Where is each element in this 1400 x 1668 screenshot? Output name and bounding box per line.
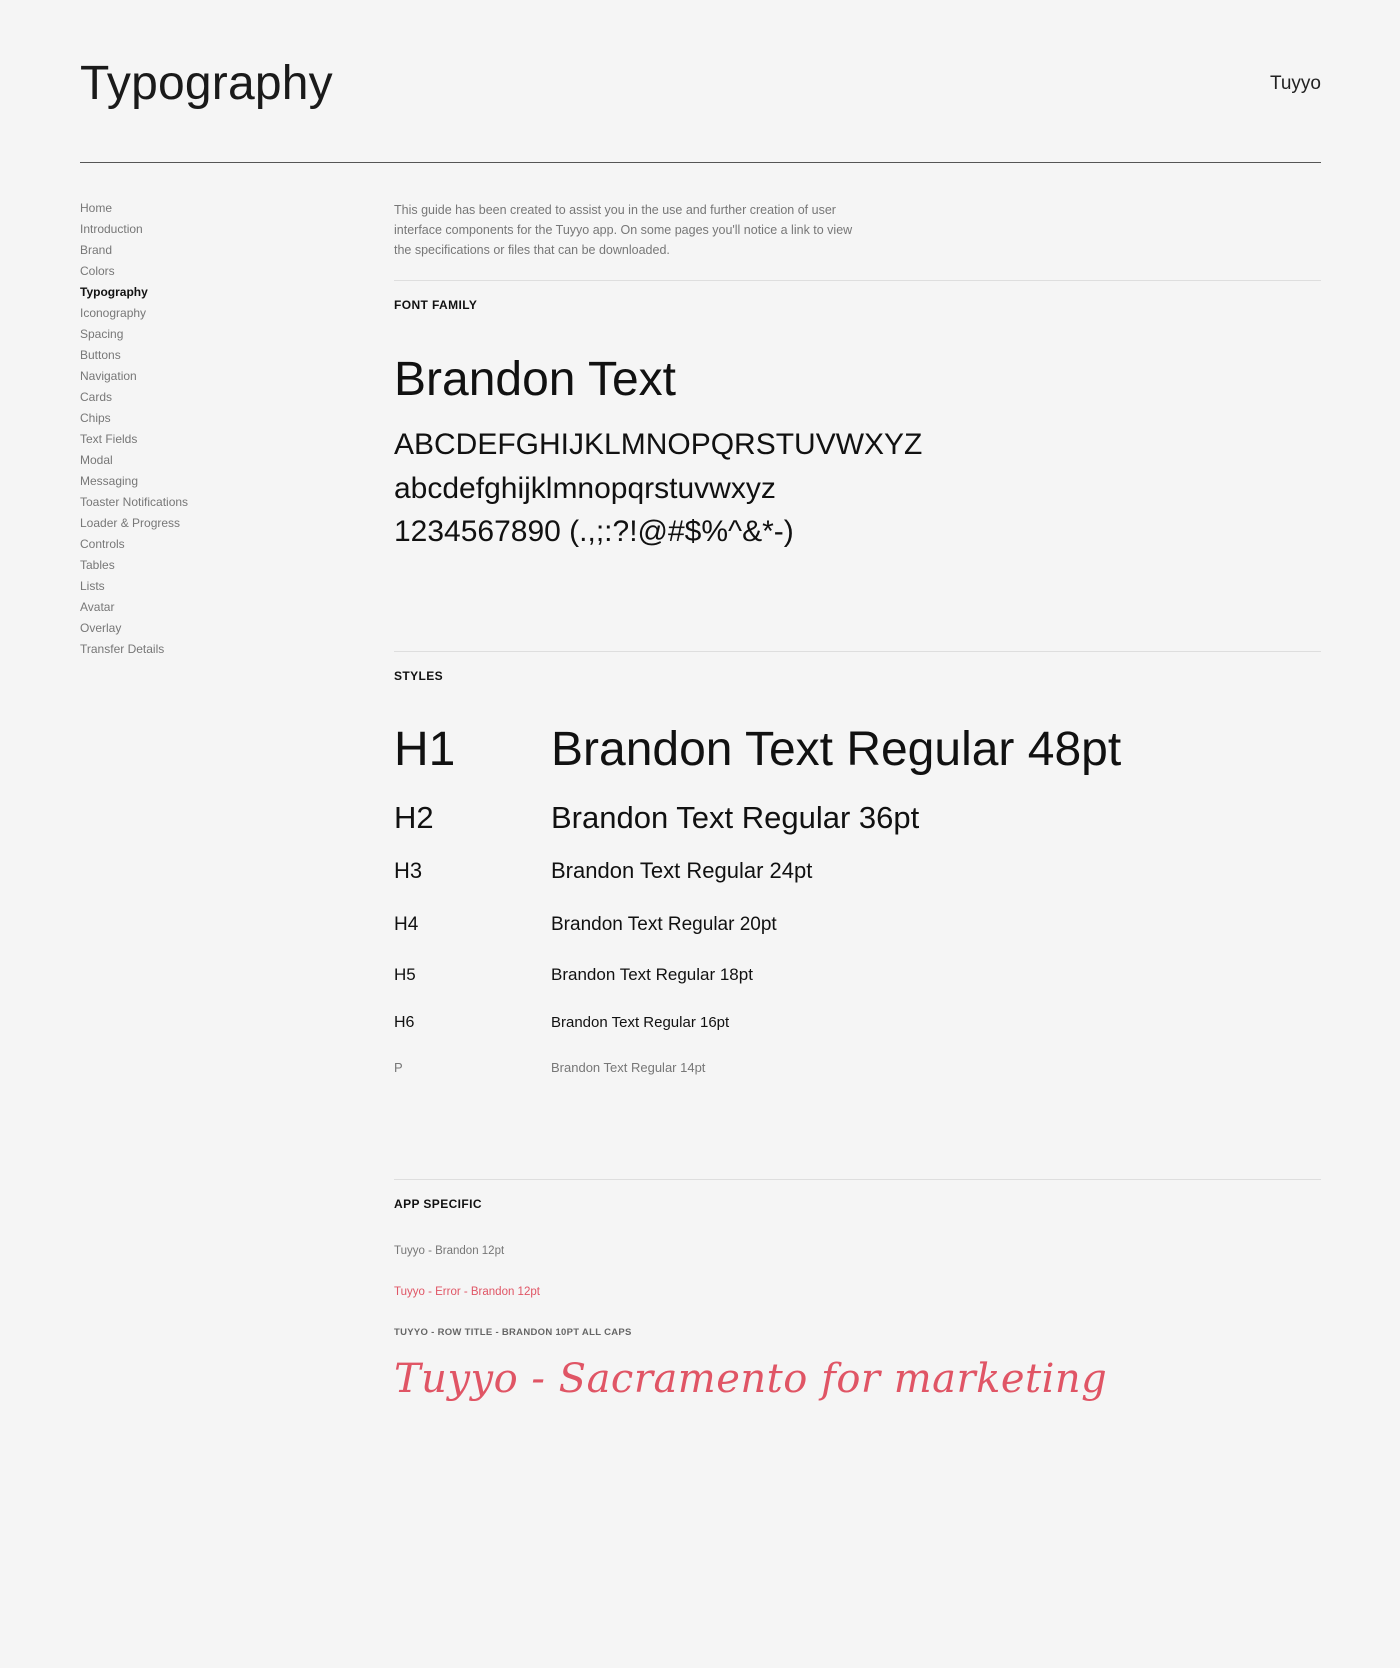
style-sample: Brandon Text Regular 18pt <box>551 965 753 984</box>
sidebar-item-navigation[interactable]: Navigation <box>80 369 137 383</box>
sidebar-item-lists[interactable]: Lists <box>80 579 105 593</box>
sidebar-item-introduction[interactable]: Introduction <box>80 222 143 236</box>
section-divider <box>394 280 1321 281</box>
lowercase-glyphs: abcdefghijklmnopqrstuvwxyz <box>394 472 776 505</box>
sidebar-item-loader-progress[interactable]: Loader & Progress <box>80 516 181 530</box>
page-title: Typography <box>80 57 333 110</box>
sidebar-item-spacing[interactable]: Spacing <box>80 327 124 341</box>
style-sample: Brandon Text Regular 16pt <box>551 1014 730 1031</box>
style-tag: H5 <box>394 965 416 984</box>
sidebar-item-toaster-notifications[interactable]: Toaster Notifications <box>80 495 189 509</box>
style-tag: H1 <box>394 723 456 776</box>
sidebar-item-controls[interactable]: Controls <box>80 537 125 551</box>
section-divider <box>394 1179 1321 1180</box>
style-sample: Brandon Text Regular 24pt <box>551 858 813 883</box>
app-specific-label: APP SPECIFIC <box>394 1197 482 1211</box>
style-sample: Brandon Text Regular 36pt <box>551 800 920 835</box>
sidebar-item-typography[interactable]: Typography <box>80 285 148 299</box>
sidebar-item-colors[interactable]: Colors <box>80 264 115 278</box>
sidebar-item-tables[interactable]: Tables <box>80 558 115 572</box>
style-tag: H6 <box>394 1014 415 1031</box>
font-family-label: FONT FAMILY <box>394 298 478 312</box>
number-glyphs: 1234567890 (.,;:?!@#$%^&*-) <box>394 515 794 548</box>
uppercase-glyphs: ABCDEFGHIJKLMNOPQRSTUVWXYZ <box>394 428 923 461</box>
style-tag: H2 <box>394 800 434 835</box>
sidebar-item-text-fields[interactable]: Text Fields <box>80 432 138 446</box>
sidebar-item-iconography[interactable]: Iconography <box>80 306 147 320</box>
section-divider <box>394 651 1321 652</box>
sidebar-item-transfer-details[interactable]: Transfer Details <box>80 642 165 656</box>
sidebar-item-messaging[interactable]: Messaging <box>80 474 139 488</box>
style-tag: P <box>394 1060 403 1075</box>
styles-label: STYLES <box>394 669 444 683</box>
sidebar-item-cards[interactable]: Cards <box>80 390 113 404</box>
page-header <box>80 0 1321 163</box>
style-sample: Brandon Text Regular 48pt <box>551 723 1122 776</box>
intro-text: This guide has been created to assist you in the use and further creation of user interface components for the Tuyyo app. On some pages you'll notice a link to view the specifications or files that can be downloaded. <box>394 203 853 257</box>
marketing-script-text: Tuyyo - Sacramento for marketing <box>394 1356 1108 1402</box>
style-sample: Brandon Text Regular 14pt <box>551 1060 706 1075</box>
sidebar-nav <box>80 198 340 660</box>
sidebar-item-home[interactable]: Home <box>80 201 113 215</box>
sidebar-item-overlay[interactable]: Overlay <box>80 621 122 635</box>
style-tag: H4 <box>394 914 419 935</box>
font-family-name: Brandon Text <box>394 353 676 406</box>
sidebar-item-chips[interactable]: Chips <box>80 411 111 425</box>
sidebar-item-avatar[interactable]: Avatar <box>80 600 115 614</box>
style-sample: Brandon Text Regular 20pt <box>551 914 777 935</box>
sidebar-item-modal[interactable]: Modal <box>80 453 113 467</box>
style-tag: H3 <box>394 858 423 883</box>
app-text-error: Tuyyo - Error - Brandon 12pt <box>394 1286 540 1298</box>
brand-link[interactable]: Tuyyo <box>1269 73 1321 94</box>
app-row-title: TUYYO - ROW TITLE - BRANDON 10PT ALL CAPS <box>394 1327 632 1338</box>
sidebar-item-brand[interactable]: Brand <box>80 243 113 257</box>
sidebar-item-buttons[interactable]: Buttons <box>80 348 121 362</box>
app-text-regular: Tuyyo - Brandon 12pt <box>394 1245 505 1257</box>
